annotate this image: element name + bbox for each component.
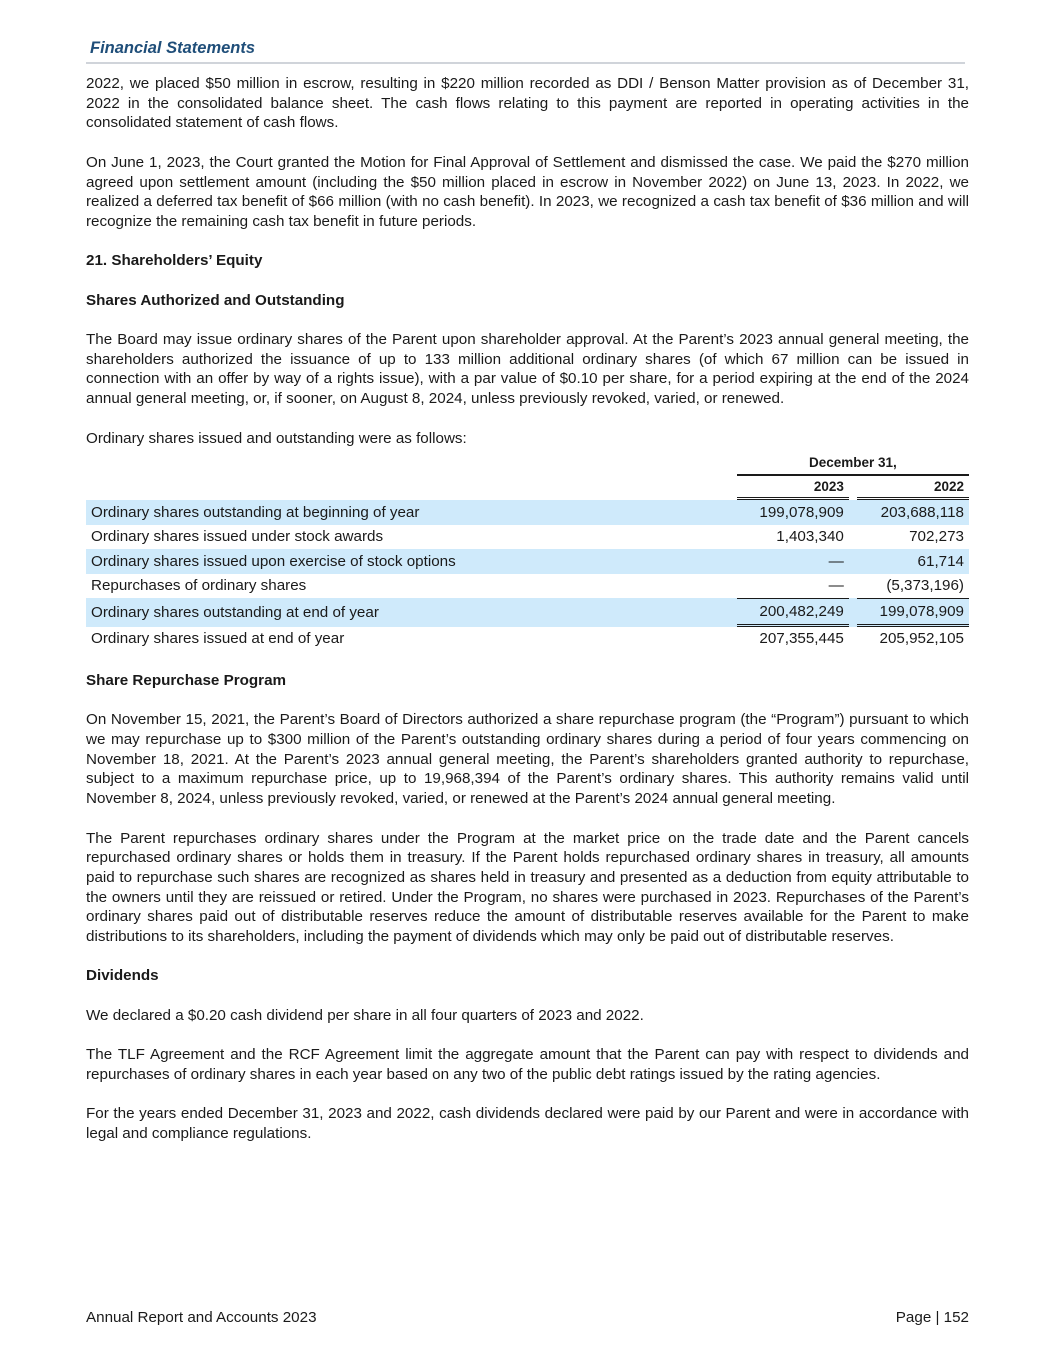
page-content [86,74,969,1144]
authorized-paragraph-2: Ordinary shares issued and outstanding were as follows: [86,429,467,447]
row-label: Ordinary shares outstanding at beginning of year [86,500,737,525]
row-label: Ordinary shares issued upon exercise of stock options [86,549,737,574]
intro-paragraph-2: On June 1, 2023, the Court granted the Motion for Final Approval of Settlement and dismissed the case. We paid the $270 million agreed upon settlement amount (including the $50 million placed in escrow in November 2022) on June 13, 2023. In 2022, we realized a deferred tax benefit of $66 million (with no cash benefit). In 2023, we recognized a cash tax benefit of $36 million and will recognize the remaining cash tax benefit in future periods. [86,153,969,230]
value-2022: 702,273 [909,528,964,546]
dividends-paragraph-1: We declared a $0.20 cash dividend per share in all four quarters of 2023 and 2022. [86,1006,644,1024]
value-2023: 200,482,249 [737,598,849,627]
note-heading: 21. Shareholders’ Equity [86,252,263,270]
value-2022: (5,373,196) [886,577,964,595]
authorized-heading: Shares Authorized and Outstanding [86,291,345,309]
table-row [86,574,969,599]
column-header-2022: 2022 [857,476,969,501]
column-header-2023: 2023 [737,476,849,501]
value-2023: — [737,549,849,574]
footer-report-title: Annual Report and Accounts 2023 [86,1309,317,1326]
value-2022: 203,688,118 [857,500,969,525]
value-2022: 199,078,909 [857,598,969,627]
dividends-paragraph-3: For the years ended December 31, 2023 and 2022, cash dividends declared were paid by our Parent and were in accordance with legal and compliance regulations. [86,1105,969,1143]
value-2022: 205,952,105 [879,630,964,648]
page-header-title: Financial Statements [90,39,256,57]
table-row [86,500,969,525]
value-2023: 207,355,445 [759,630,844,648]
header-divider [86,62,965,64]
repurchase-paragraph-1: On November 15, 2021, the Parent’s Board of Directors authorized a share repurchase program (the “Program”) pursuant to which we may repurchase up to $300 million of the Parent’s outstanding ordinary shares during a period of four years commencing on November 18, 2021. At the Parent’s 2023 annual general meeting, the Parent’s shareholders granted authority to repurchase, subject to a maximum repurchase price, up to 19,968,394 of the Parent’s ordinary shares. This authority remains valid until November 8, 2024, unless previously revoked, varied, or renewed at the Parent’s 2024 annual general meeting. [86,711,969,808]
table-group-header: December 31, [737,451,969,476]
value-2023: — [828,577,844,595]
dividends-paragraph-2: The TLF Agreement and the RCF Agreement limit the aggregate amount that the Parent can pay with respect to dividends and repurchases of ordinary shares in each year based on any two of the public debt ratings issued by the rating agencies. [86,1046,969,1083]
dividends-heading: Dividends [86,967,159,985]
repurchase-heading: Share Repurchase Program [86,671,287,689]
table-row [86,525,969,550]
repurchase-paragraph-2: The Parent repurchases ordinary shares under the Program at the market price on the trade date and the Parent cancels repurchased ordinary shares or holds them in treasury. If the Parent holds repurchased ordinary shares in treasury, all amounts paid to repurchase such shares are recognized as shares held in treasury and presented as a deduction from equity attributable to the owners until they are reissued or retired. Under the Program, no shares were purchased in 2023. Repurchases of the Parent’s ordinary shares paid out of distributable reserves reduce the amount of distributable reserves available for the Parent to make distributions to its shareholders, including the payment of dividends which may only be paid out of distributable reserves. [86,829,969,946]
table-row [86,627,969,652]
shares-table [86,451,969,651]
row-label: Repurchases of ordinary shares [91,577,307,595]
row-label: Ordinary shares outstanding at end of year [86,598,737,627]
table-row-total [86,598,969,627]
value-2023: 1,403,340 [776,528,844,546]
row-label: Ordinary shares issued under stock awards [91,528,384,546]
table-group-header-row [86,451,969,476]
table-row [86,549,969,574]
value-2022: 61,714 [857,549,969,574]
row-label: Ordinary shares issued at end of year [91,630,345,648]
intro-paragraph-1: 2022, we placed $50 million in escrow, resulting in $220 million recorded as DDI / Benson Matter provision as of December 31, 2022 in the consolidated balance sheet. The cash flows relating to this payment are reported in operating activities in the consolidated statement of cash flows. [86,75,969,132]
table-year-header-row [86,476,969,501]
value-2023: 199,078,909 [737,500,849,525]
authorized-paragraph-1: The Board may issue ordinary shares of the Parent upon shareholder approval. At the Parent’s 2023 annual general meeting, the shareholders authorized the issuance of up to 133 million additional ordinary shares (of which 67 million can be issued in connection with an offer by way of a rights issue), with a par value of $0.10 per share, for a period expiring at the end of the 2024 annual general meeting, or, if sooner, on August 8, 2024, unless previously revoked, varied, or renewed. [86,331,969,408]
footer-page-number: Page | 152 [895,1309,969,1326]
